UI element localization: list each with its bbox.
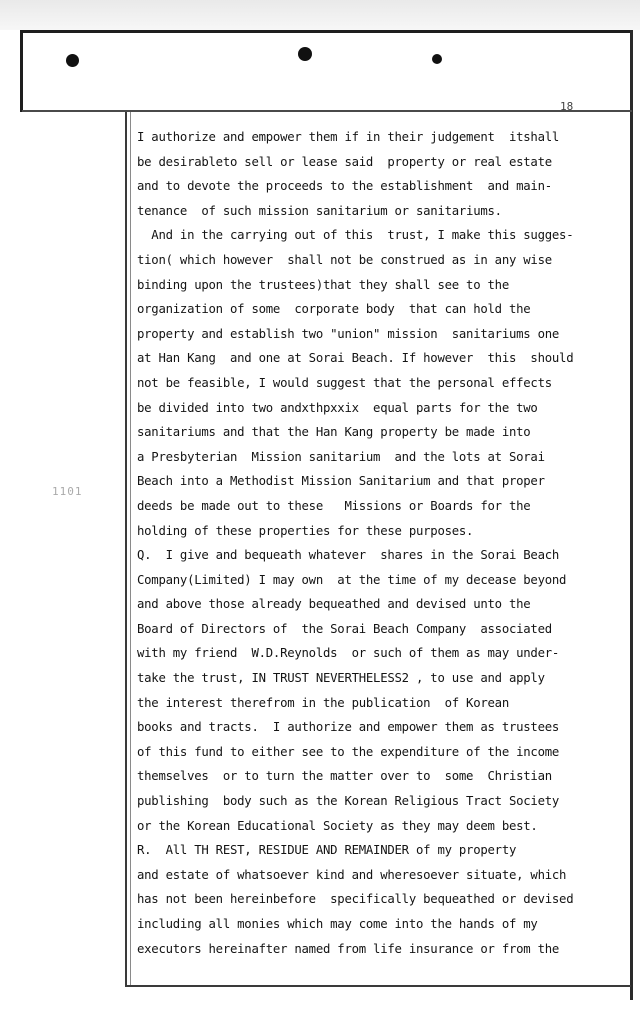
text-line: be divided into two andxthpxxix equal parts for the two [137, 400, 538, 415]
text-line: books and tracts. I authorize and empower them as trustees [137, 720, 560, 735]
punch-hole-center [298, 47, 312, 61]
text-line: the interest therefrom in the publication of Korean [137, 695, 509, 710]
text-line: Company(Limited) I may own at the time of my decease beyond [137, 572, 567, 587]
text-line: holding of these properties for these purposes. [137, 523, 474, 538]
text-line: at Han Kang and one at Sorai Beach. If however this should [137, 351, 574, 366]
text-line: or the Korean Educational Society as they may deem best. [137, 818, 538, 833]
text-line: tion( which however shall not be construed as in any wise [137, 252, 552, 267]
binding-strip [0, 0, 640, 30]
text-line: binding upon the trustees)that they shall see to the [137, 277, 509, 292]
text-line: be desirableto sell or lease said property or real estate [137, 154, 552, 169]
text-line: tenance of such mission sanitarium or sanitariums. [137, 203, 502, 218]
text-line: And in the carrying out of this trust, I make this sugges- [137, 228, 574, 243]
text-line: deeds be made out to these Missions or Boards for the [137, 498, 531, 513]
page-edge-left [20, 30, 23, 112]
margin-rule [125, 112, 127, 987]
text-line: and estate of whatsoever kind and wheresoever situate, which [137, 867, 567, 882]
text-line: including all monies which may come into the hands of my [137, 917, 538, 931]
text-line: has not been hereinbefore specifically bequeathed or devised [137, 892, 574, 907]
text-line: and to devote the proceeds to the establishment and main- [137, 179, 552, 194]
text-line: property and establish two "union" mission sanitariums one [137, 326, 560, 341]
margin-rule-inner [130, 112, 131, 987]
margin-bleed-text: 1101 [52, 485, 83, 498]
text-line: and above those already bequeathed and devised unto the [137, 597, 531, 612]
typed-text-body [137, 125, 627, 961]
punch-hole-left [66, 54, 79, 67]
page-edge-right [630, 30, 633, 1000]
bottom-rule [126, 985, 631, 987]
fold-line [22, 110, 632, 112]
text-line: of this fund to either see to the expenditure of the income [137, 744, 560, 759]
text-line: a Presbyterian Mission sanitarium and the lots at Sorai [137, 449, 545, 464]
text-line: publishing body such as the Korean Religious Tract Society [137, 794, 560, 809]
text-line: executors hereinafter named from life insurance or from the [137, 941, 560, 956]
text-line: Q. I give and bequeath whatever shares in the Sorai Beach [137, 548, 560, 563]
text-line: take the trust, IN TRUST NEVERTHELESS2 , to use and apply [137, 671, 545, 686]
text-line: with my friend W.D.Reynolds or such of them as may under- [137, 646, 560, 661]
text-line: Board of Directors of the Sorai Beach Company associated [137, 621, 552, 636]
page-edge-top [22, 30, 632, 33]
text-line: I authorize and empower them if in their judgement itshall [137, 130, 560, 144]
text-line: themselves or to turn the matter over to some Christian [137, 769, 552, 784]
text-line: sanitariums and that the Han Kang property be made into [137, 425, 531, 440]
text-line: not be feasible, I would suggest that the personal effects [137, 375, 552, 390]
text-line: Beach into a Methodist Mission Sanitarium and that proper [137, 474, 545, 489]
text-line: organization of some corporate body that can hold the [137, 302, 531, 317]
text-line: R. All TH REST, RESIDUE AND REMAINDER of my property [137, 843, 517, 858]
punch-hole-right [432, 54, 442, 64]
page-number: 18 [560, 100, 574, 113]
